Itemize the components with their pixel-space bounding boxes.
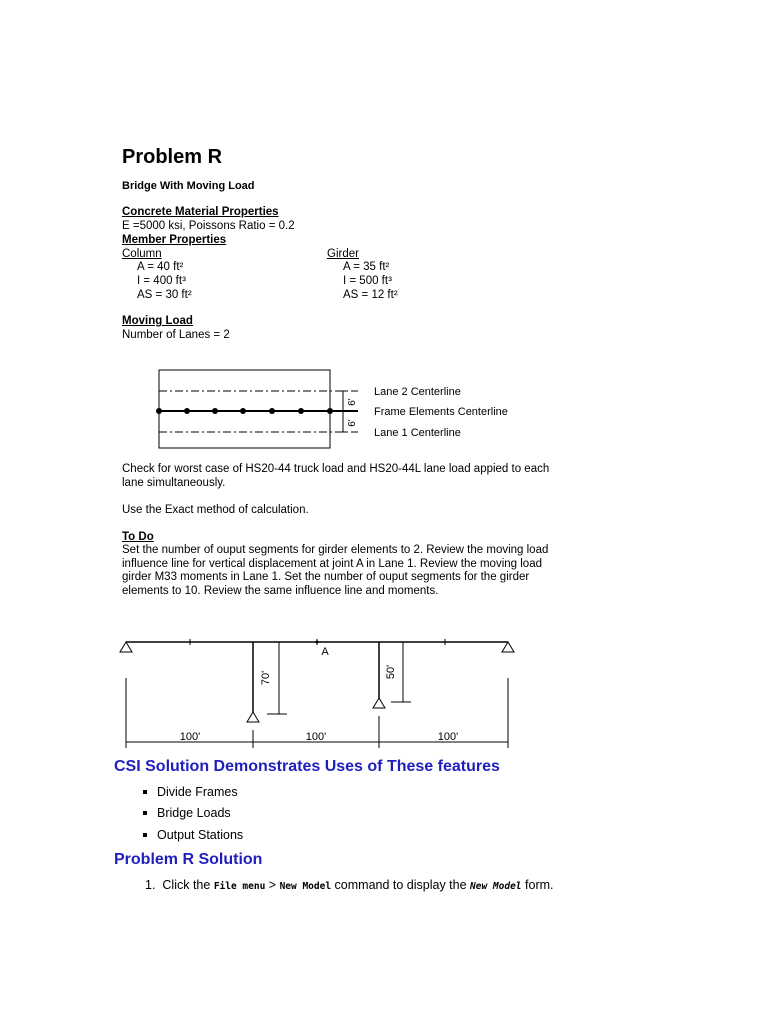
new-model-form-ref: New Model xyxy=(470,881,522,892)
column-title: Column xyxy=(122,248,162,260)
column-prop: AS = 30 ft² xyxy=(137,289,192,301)
girder-prop: AS = 12 ft² xyxy=(343,289,398,301)
left-support-icon xyxy=(120,642,132,652)
list-item: Bridge Loads xyxy=(143,806,231,820)
joint-dot xyxy=(184,408,190,414)
features-heading: CSI Solution Demonstrates Uses of These features xyxy=(114,758,500,775)
moving-load-heading: Moving Load xyxy=(122,315,193,327)
material-text: E =5000 ksi, Poissons Ratio = 0.2 xyxy=(122,220,295,232)
bridge-diagram xyxy=(115,632,525,752)
joint-dot xyxy=(212,408,218,414)
todo-heading: To Do xyxy=(122,531,154,543)
column-2-height-label: 50' xyxy=(385,664,397,680)
bullet-icon xyxy=(143,833,147,837)
dimension-label-bottom: 6' xyxy=(347,419,358,427)
method-text: Use the Exact method of calculation. xyxy=(122,504,309,516)
joint-dot xyxy=(240,408,246,414)
lane-2-label: Lane 2 Centerline xyxy=(374,386,461,398)
todo-text: Set the number of ouput segments for girder elements to 2. Review the moving load influence line for vertical displacement at joint A in Lane 1. Review the moving load girder M33 moments in Lane 1. Set the number of ouput segments for the girder elements to 10. Review the same influence line and moments. xyxy=(122,544,549,597)
span-label: 100' xyxy=(305,731,327,743)
girder-title: Girder xyxy=(327,248,359,260)
joint-dot xyxy=(327,408,333,414)
file-menu-ref: File menu xyxy=(213,881,266,892)
bullet-icon xyxy=(143,790,147,794)
list-item: Output Stations xyxy=(143,828,243,842)
material-heading: Concrete Material Properties xyxy=(122,206,279,218)
check-text: Check for worst case of HS20-44 truck load and HS20-44L lane load appied to each lane simultaneously. xyxy=(122,463,550,489)
column-1-support-icon xyxy=(247,712,259,722)
joint-dot xyxy=(298,408,304,414)
joint-a-label: A xyxy=(321,646,329,658)
span-label: 100' xyxy=(179,731,201,743)
right-support-icon xyxy=(502,642,514,652)
column-prop: A = 40 ft² xyxy=(137,261,184,273)
frame-centerline-label: Frame Elements Centerline xyxy=(374,406,508,418)
joint-dot xyxy=(156,408,162,414)
new-model-command-ref: New Model xyxy=(279,881,332,892)
solution-heading: Problem R Solution xyxy=(114,851,263,868)
page-title: Problem R xyxy=(122,146,223,168)
column-2-support-icon xyxy=(373,698,385,708)
solution-step-1: 1. Click the File menu > New Model command to display the New Model form. xyxy=(145,878,554,892)
lane-diagram xyxy=(150,366,530,456)
girder-prop: A = 35 ft² xyxy=(343,261,390,273)
bullet-icon xyxy=(143,811,147,815)
joint-a xyxy=(316,641,319,644)
step-number: 1. xyxy=(145,878,156,892)
lanes-text: Number of Lanes = 2 xyxy=(122,329,230,341)
column-prop: I = 400 ft³ xyxy=(137,275,186,287)
column-1-height-label: 70' xyxy=(260,670,272,686)
step-text: Click the xyxy=(162,878,211,892)
member-heading: Member Properties xyxy=(122,234,227,246)
span-label: 100' xyxy=(437,731,459,743)
page-subtitle: Bridge With Moving Load xyxy=(122,180,255,192)
dimension-label-top: 6' xyxy=(347,398,358,406)
joint-dot xyxy=(269,408,275,414)
list-item: Divide Frames xyxy=(143,785,238,799)
girder-prop: I = 500 ft³ xyxy=(343,275,392,287)
lane-1-label: Lane 1 Centerline xyxy=(374,427,461,439)
